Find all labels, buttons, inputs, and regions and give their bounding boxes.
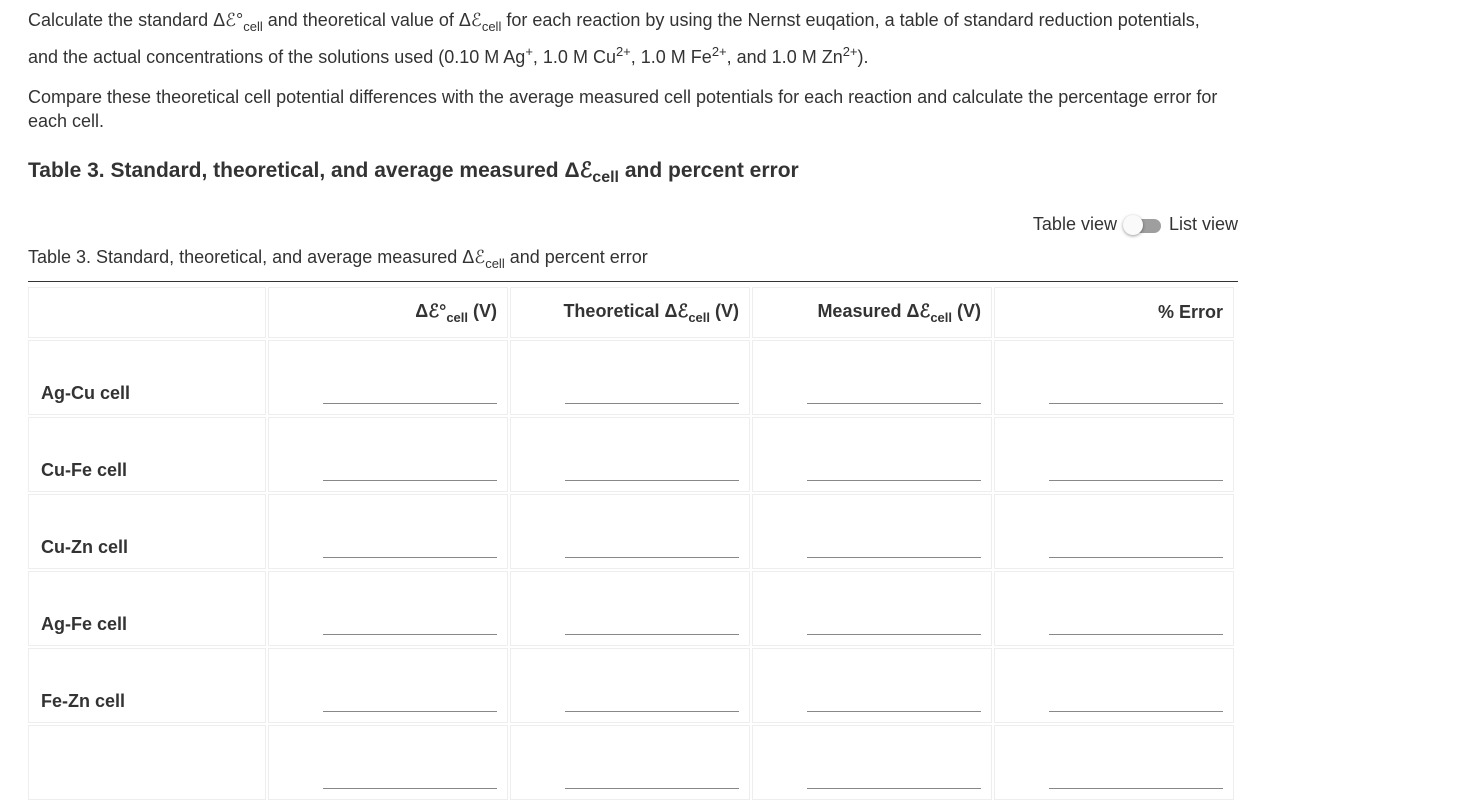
results-table bbox=[26, 285, 1236, 802]
answer-cell[interactable] bbox=[752, 340, 992, 415]
answer-cell[interactable] bbox=[268, 648, 508, 723]
table-row bbox=[28, 571, 1234, 646]
answer-cell[interactable] bbox=[268, 340, 508, 415]
row-label: Fe-Zn cell bbox=[28, 648, 266, 723]
view-switch[interactable] bbox=[1123, 215, 1163, 235]
row-label bbox=[28, 725, 266, 800]
answer-input[interactable] bbox=[807, 480, 981, 481]
answer-input[interactable] bbox=[1049, 711, 1223, 712]
answer-input[interactable] bbox=[565, 788, 739, 789]
answer-cell[interactable] bbox=[268, 571, 508, 646]
table-view-label: Table view bbox=[1032, 214, 1117, 234]
answer-cell[interactable] bbox=[752, 725, 992, 800]
answer-input[interactable] bbox=[1049, 634, 1223, 635]
row-label: Ag-Fe cell bbox=[28, 571, 266, 646]
answer-input[interactable] bbox=[1049, 557, 1223, 558]
answer-input[interactable] bbox=[565, 557, 739, 558]
answer-cell[interactable] bbox=[994, 725, 1234, 800]
table-row bbox=[28, 417, 1234, 492]
answer-input[interactable] bbox=[807, 788, 981, 789]
answer-input[interactable] bbox=[323, 557, 497, 558]
answer-cell[interactable] bbox=[268, 417, 508, 492]
answer-input[interactable] bbox=[323, 711, 497, 712]
answer-input[interactable] bbox=[323, 480, 497, 481]
answer-cell[interactable] bbox=[994, 340, 1234, 415]
answer-cell[interactable] bbox=[510, 725, 750, 800]
row-label: Ag-Cu cell bbox=[28, 340, 266, 415]
answer-cell[interactable] bbox=[268, 725, 508, 800]
answer-input[interactable] bbox=[807, 557, 981, 558]
answer-cell[interactable] bbox=[510, 340, 750, 415]
switch-knob[interactable] bbox=[1123, 215, 1143, 235]
answer-cell[interactable] bbox=[752, 494, 992, 569]
row-label: Cu-Fe cell bbox=[28, 417, 266, 492]
answer-input[interactable] bbox=[1049, 403, 1223, 404]
compare-paragraph: Compare these theoretical cell potential differences with the average measured cell potentials for each reaction and calculate the percentage error for each cell. bbox=[28, 87, 1218, 131]
view-toggle[interactable] bbox=[1033, 214, 1238, 235]
col-theoretical: Theoretical Δℰ$_{cell}$ (V) bbox=[510, 287, 750, 338]
answer-input[interactable] bbox=[565, 634, 739, 635]
list-view-label: List view bbox=[1168, 214, 1238, 234]
answer-cell[interactable] bbox=[510, 417, 750, 492]
answer-cell[interactable] bbox=[752, 648, 992, 723]
answer-cell[interactable] bbox=[510, 648, 750, 723]
header-empty bbox=[28, 287, 266, 338]
row-label: Cu-Zn cell bbox=[28, 494, 266, 569]
answer-input[interactable] bbox=[807, 403, 981, 404]
section-heading: Table 3. Standard, theoretical, and average measured Δℰ$_{cell}$ and percent error bbox=[28, 159, 799, 186]
answer-input[interactable] bbox=[565, 403, 739, 404]
answer-cell[interactable] bbox=[994, 494, 1234, 569]
answer-input[interactable] bbox=[323, 788, 497, 789]
answer-input[interactable] bbox=[807, 634, 981, 635]
answer-cell[interactable] bbox=[510, 571, 750, 646]
instructions-paragraph: Calculate the standard $\Delta ℰ^\circ_{cell}$ and theoretical value of Δℰ$_{cell}$ for each reaction by using the Nernst euqation, a table of standard reduction potentials, and the actual concentrations of the solutions used (0.10 M Ag+, 1.0 M $Cu^{2+}$, 1.0 M $Fe^{2+}$, and 1.0 M $Zn^{2+}$). bbox=[28, 10, 1200, 67]
answer-input[interactable] bbox=[323, 634, 497, 635]
header-row bbox=[28, 287, 1234, 338]
table-row bbox=[28, 494, 1234, 569]
answer-input[interactable] bbox=[1049, 480, 1223, 481]
answer-cell[interactable] bbox=[752, 417, 992, 492]
answer-input[interactable] bbox=[565, 711, 739, 712]
table-row bbox=[28, 340, 1234, 415]
col-error: % Error bbox=[994, 287, 1234, 338]
col-measured: Measured Δℰ$_{cell}$ (V) bbox=[752, 287, 992, 338]
answer-cell[interactable] bbox=[994, 417, 1234, 492]
answer-input[interactable] bbox=[1049, 788, 1223, 789]
answer-input[interactable] bbox=[565, 480, 739, 481]
divider bbox=[28, 281, 1238, 282]
answer-cell[interactable] bbox=[994, 648, 1234, 723]
answer-input[interactable] bbox=[807, 711, 981, 712]
answer-cell[interactable] bbox=[510, 494, 750, 569]
table-row bbox=[28, 725, 1234, 800]
col-standard: $\Delta ℰ^\circ_{cell}$ (V) bbox=[268, 287, 508, 338]
answer-cell[interactable] bbox=[994, 571, 1234, 646]
answer-cell[interactable] bbox=[268, 494, 508, 569]
table-caption: Table 3. Standard, theoretical, and average measured Δℰ$_{cell}$ and percent error bbox=[28, 247, 648, 271]
table-row bbox=[28, 648, 1234, 723]
answer-input[interactable] bbox=[323, 403, 497, 404]
answer-cell[interactable] bbox=[752, 571, 992, 646]
